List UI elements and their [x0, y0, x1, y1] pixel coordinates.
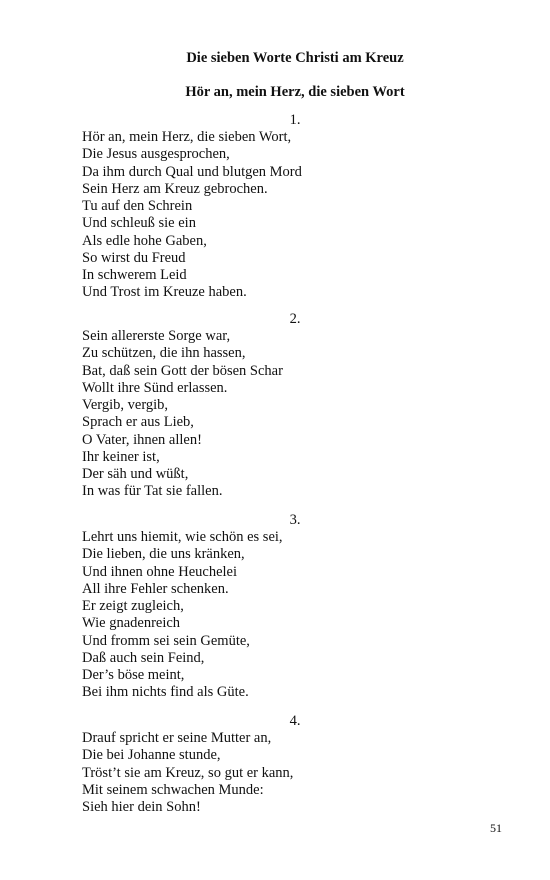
- poem-subtitle: Hör an, mein Herz, die sieben Wort: [185, 84, 405, 100]
- stanza-number: 3.: [289, 512, 301, 528]
- poem-title: Die sieben Worte Christi am Kreuz: [186, 50, 404, 66]
- stanza-number: 4.: [289, 713, 301, 729]
- verse-line: Lehrt uns hiemit, wie schön es sei,: [82, 529, 283, 545]
- verse-line: So wirst du Freud: [82, 249, 186, 266]
- verse-line: Die Jesus ausgesprochen,: [82, 146, 230, 163]
- verse-line: Tröst’t sie am Kreuz, so gut er kann,: [82, 764, 294, 781]
- verse-line: Er zeigt zugleich,: [82, 598, 184, 614]
- verse-line: O Vater, ihnen allen!: [82, 431, 202, 448]
- verse-line: Bei ihm nichts find als Güte.: [82, 684, 249, 701]
- page-number: 51: [490, 821, 502, 835]
- verse-line: Die bei Johanne stunde,: [82, 747, 221, 764]
- stanza-number: 2.: [289, 311, 301, 327]
- verse-line: Der säh und wüßt,: [82, 466, 189, 482]
- verse-line: Und fromm sei sein Gemüte,: [82, 632, 250, 649]
- verse-line: In was für Tat sie fallen.: [82, 483, 223, 500]
- verse-line: Sieh hier dein Sohn!: [82, 799, 201, 815]
- verse-line: Da ihm durch Qual und blutgen Mord: [82, 163, 302, 180]
- verse-line: Sprach er aus Lieb,: [82, 414, 194, 431]
- stanza-1: [82, 112, 322, 302]
- verse-line: Wollt ihre Sünd erlassen.: [82, 379, 228, 396]
- stanza-3: [82, 512, 322, 702]
- verse-line: Der’s böse meint,: [82, 667, 185, 683]
- stanza-4: [82, 713, 322, 816]
- verse-line: Und schleuß sie ein: [82, 215, 196, 232]
- verse-line: Tu auf den Schrein: [82, 198, 193, 214]
- verse-line: Daß auch sein Feind,: [82, 649, 205, 666]
- stanza-number: 1.: [289, 112, 301, 128]
- verse-line: Drauf spricht er seine Mutter an,: [82, 730, 272, 746]
- stanza-2: [82, 311, 322, 501]
- verse-line: Die lieben, die uns kränken,: [82, 546, 245, 563]
- verse-line: Und ihnen ohne Heuchelei: [82, 563, 238, 580]
- verse-line: Bat, daß sein Gott der bösen Schar: [82, 362, 283, 379]
- verse-line: In schwerem Leid: [82, 267, 187, 283]
- verse-line: Wie gnadenreich: [82, 615, 181, 632]
- verse-line: Mit seinem schwachen Munde:: [82, 781, 264, 798]
- verse-line: Sein allererste Sorge war,: [82, 328, 231, 344]
- verse-line: Sein Herz am Kreuz gebrochen.: [82, 180, 268, 197]
- verse-line: All ihre Fehler schenken.: [82, 580, 229, 597]
- verse-line: Als edle hohe Gaben,: [82, 232, 207, 249]
- verse-line: Und Trost im Kreuze haben.: [82, 284, 247, 301]
- verse-line: Hör an, mein Herz, die sieben Wort,: [82, 129, 292, 145]
- verse-line: Zu schützen, die ihn hassen,: [82, 345, 246, 362]
- verse-line: Vergib, vergib,: [82, 397, 169, 413]
- verse-line: Ihr keiner ist,: [82, 448, 160, 465]
